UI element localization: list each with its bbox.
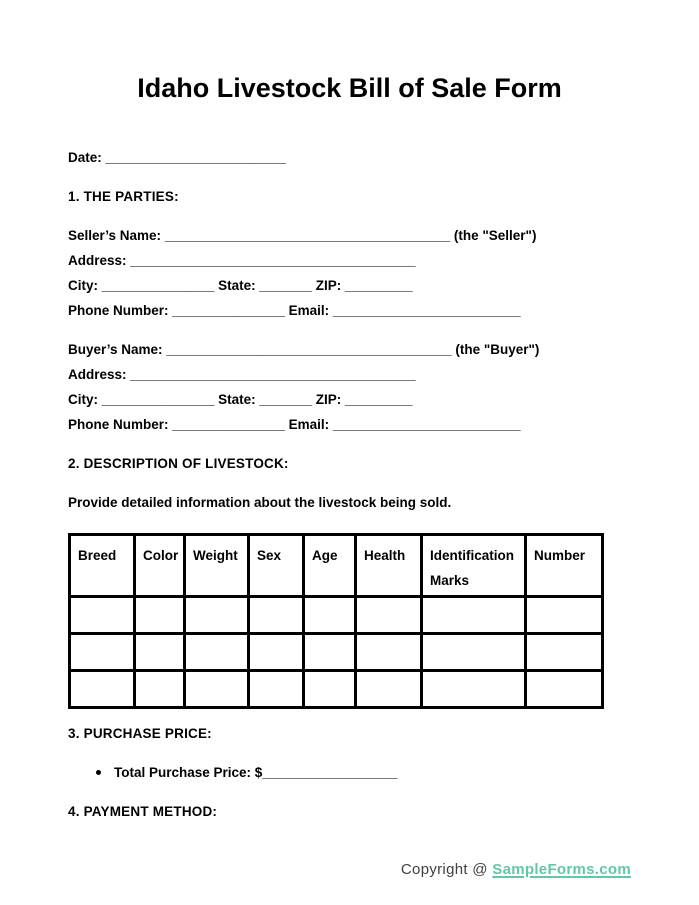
buyer-city-label: City:	[68, 392, 102, 407]
livestock-table	[68, 533, 604, 709]
seller-city-state-zip-line	[68, 273, 603, 298]
section-payment-heading: 4. PAYMENT METHOD:	[68, 804, 218, 819]
buyer-address-label: Address:	[68, 367, 131, 382]
bullet-icon	[96, 770, 101, 775]
table-header-weight: Weight	[185, 535, 249, 597]
table-header-age: Age	[304, 535, 356, 597]
buyer-block	[68, 337, 603, 437]
table-cell	[135, 671, 185, 708]
seller-email-label: Email:	[284, 303, 333, 318]
seller-name-label: Seller’s Name:	[68, 228, 165, 243]
page-title: Idaho Livestock Bill of Sale Form	[137, 73, 562, 103]
seller-phone-label: Phone Number:	[68, 303, 173, 318]
seller-state-blank: _______	[259, 278, 312, 293]
purchase-price-blank: __________________	[262, 765, 398, 780]
table-cell	[526, 671, 603, 708]
table-header-color: Color	[135, 535, 185, 597]
seller-zip-label: ZIP:	[311, 278, 345, 293]
date-label: Date:	[68, 150, 106, 165]
table-header-health: Health	[356, 535, 422, 597]
seller-city-label: City:	[68, 278, 102, 293]
copyright-footer	[401, 861, 631, 878]
table-cell	[304, 597, 356, 634]
seller-email-blank: _________________________	[332, 303, 521, 318]
buyer-phone-label: Phone Number:	[68, 417, 173, 432]
seller-phone-email-line	[68, 298, 603, 323]
table-cell	[422, 634, 526, 671]
table-cell	[526, 634, 603, 671]
table-cell	[185, 671, 249, 708]
table-header-number: Number	[526, 535, 603, 597]
buyer-address-blank: ______________________________________	[130, 367, 416, 382]
table-cell	[70, 597, 135, 634]
buyer-name-line	[68, 337, 603, 362]
section-livestock-heading: 2. DESCRIPTION OF LIVESTOCK:	[68, 456, 289, 471]
seller-address-line	[68, 248, 603, 273]
table-cell	[304, 671, 356, 708]
buyer-city-state-zip-line	[68, 387, 603, 412]
buyer-state-blank: _______	[259, 392, 312, 407]
date-blank: ________________________	[105, 150, 286, 165]
seller-address-blank: ______________________________________	[130, 253, 416, 268]
seller-block	[68, 223, 603, 323]
table-row	[70, 634, 603, 671]
sampleforms-link[interactable]: SampleForms.com	[492, 861, 631, 878]
seller-address-label: Address:	[68, 253, 131, 268]
table-header-row	[70, 535, 603, 597]
form-body	[68, 145, 603, 824]
buyer-email-blank: _________________________	[332, 417, 521, 432]
section-parties-heading: 1. THE PARTIES:	[68, 189, 179, 204]
table-cell	[185, 634, 249, 671]
buyer-zip-blank: _________	[344, 392, 413, 407]
table-cell	[422, 597, 526, 634]
table-cell	[135, 597, 185, 634]
table-header-sex: Sex	[249, 535, 304, 597]
seller-name-line	[68, 223, 603, 248]
livestock-intro: Provide detailed information about the livestock being sold.	[68, 495, 452, 510]
table-header-breed: Breed	[70, 535, 135, 597]
buyer-name-blank: ______________________________________	[166, 342, 452, 357]
buyer-name-label: Buyer’s Name:	[68, 342, 167, 357]
table-cell	[70, 671, 135, 708]
buyer-email-label: Email:	[284, 417, 333, 432]
table-header-identification-marks: Identification Marks	[422, 535, 526, 597]
table-cell	[249, 634, 304, 671]
table-cell	[422, 671, 526, 708]
purchase-price-label: Total Purchase Price: $	[114, 765, 263, 780]
table-cell	[526, 597, 603, 634]
table-cell	[249, 597, 304, 634]
table-cell	[356, 634, 422, 671]
buyer-phone-blank: _______________	[172, 417, 285, 432]
buyer-city-blank: _______________	[101, 392, 215, 407]
seller-phone-blank: _______________	[172, 303, 285, 318]
table-cell	[356, 671, 422, 708]
table-cell	[356, 597, 422, 634]
seller-name-suffix: (the "Seller")	[450, 228, 537, 243]
copyright-prefix: Copyright @	[400, 861, 493, 878]
buyer-phone-email-line	[68, 412, 603, 437]
table-cell	[70, 634, 135, 671]
buyer-zip-label: ZIP:	[311, 392, 345, 407]
seller-city-blank: _______________	[101, 278, 215, 293]
seller-zip-blank: _________	[344, 278, 413, 293]
table-row	[70, 671, 603, 708]
table-cell	[304, 634, 356, 671]
date-line	[68, 145, 603, 170]
purchase-price-text	[114, 760, 397, 785]
seller-state-label: State:	[214, 278, 260, 293]
seller-name-blank: ______________________________________	[164, 228, 451, 243]
table-cell	[249, 671, 304, 708]
buyer-state-label: State:	[214, 392, 260, 407]
buyer-address-line	[68, 362, 603, 387]
table-cell	[135, 634, 185, 671]
table-cell	[185, 597, 249, 634]
table-row	[70, 597, 603, 634]
section-purchase-heading: 3. PURCHASE PRICE:	[68, 726, 212, 741]
purchase-price-bullet-line	[68, 760, 603, 785]
buyer-name-suffix: (the "Buyer")	[451, 342, 540, 357]
